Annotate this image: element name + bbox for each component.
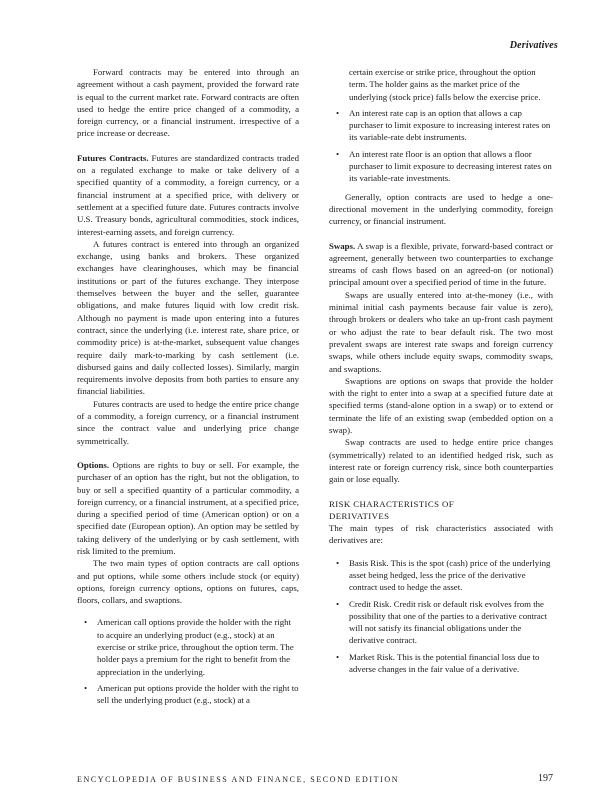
- paragraph-swap-hedge: Swap contracts are used to hedge entire price changes (symmetrically) related to an identified hedged risk, such as interest rate or foreign currency risk, since both counterparties gain or lose equally.: [329, 437, 553, 485]
- list-item-interest-rate-floor: • An interest rate floor is an option that allows a floor purchaser to limit exposure to decreasing interest rates on its variable-rate investments.: [329, 148, 553, 185]
- page-footer: [77, 775, 553, 784]
- list-item-call-options: • American call options provide the holder with the right to acquire an underlying product (e.g., stock) at an exercise or strike price, throughout the option term. The holder pays a premium for the right to benefit from the appreciation in the underlying.: [77, 616, 299, 677]
- paragraph-option-hedge: Generally, option contracts are used to hedge a one-directional movement in the underlying commodity, foreign currency, or financial instrument.: [329, 191, 553, 227]
- paragraph-swaps-at-the-money: Swaps are usually entered into at-the-money (i.e., with minimal initial cash payments because fair value is zero), through brokers or dealers who take an up-front cash payment or who adjust the rate to bear default risk. The two most prevalent swaps are interest rate swaps and foreign currency swaps, while others include equity swaps, commodity swaps, and swaptions.: [329, 289, 553, 374]
- term-futures-contracts: Futures Contracts.: [77, 152, 149, 163]
- list-item-credit-risk: • Credit Risk. Credit risk or default risk evolves from the possibility that one of the parties to a derivative contract will not satisfy its financial obligations under the derivative contract.: [329, 598, 553, 647]
- list-item-put-options: • American put options provide the holder with the right to sell the underlying product (e.g., stock) at a: [77, 682, 299, 707]
- swaps-definition: A swap is a flexible, private, forward-based contract or agreement, generally between two counterparties to exchange streams of cash flows based on an agreed-on (or notional) principal amount over a specified period of time in the future.: [329, 240, 553, 288]
- paragraph-option-types: The two main types of option contracts are call options and put options, while some others include stock (or equity) options, foreign currency options, options on futures, caps, floors, collars, and swaptions.: [77, 558, 299, 606]
- paragraph-forward-contracts: Forward contracts may be entered into through an agreement without a cash payment, provided the forward rate is equal to the current market rate. Forward contracts are often used to hedge the entire price changed of a commodity, a foreign currency, or a financial instrument. irrespective of a price increase or decrease.: [77, 67, 299, 139]
- list-item-market-risk: • Market Risk. This is the potential financial loss due to adverse changes in the fair value of a derivative.: [329, 651, 553, 676]
- paragraph-options: [77, 459, 299, 557]
- risk-list: [329, 557, 553, 676]
- continued-list: [329, 66, 553, 185]
- list-item-basis-risk: • Basis Risk. This is the spot (cash) price of the underlying asset being hedged, less the price of the derivative contract used to hedge the asset.: [329, 557, 553, 594]
- paragraph-swaps: [329, 240, 553, 289]
- paragraph-futures-exchange: A futures contract is entered into through an organized exchange, using banks and brokers. These organized exchanges have clearinghouses, which may be financial institutions or part of the futures exchange. They interpose themselves between the buyer and the seller, guarantee obligations, and make futures liquid with low credit risk. Although no payment is made upon entering into a futures contract, since the underlying (i.e. interest rate, share price, or commodity price) is at-the-market, subsequent value changes require daily mark-to-marking by cash settlement (i.e. disbursed gains and daily collected losses). Similarly, margin requirements involve deposits from both parties to ensure any financial liabilities.: [77, 238, 299, 397]
- paragraph-futures: [77, 152, 299, 238]
- section-heading-risk: RISK CHARACTERISTICS OF DERIVATIVES: [329, 498, 455, 521]
- right-column: [329, 66, 553, 675]
- futures-definition: Futures are standardized contracts traded on a regulated exchange to make or take delivery of a specified quantity of a commodity, a foreign currency, or a financial instrument at a specified price, with delivery or settlement at a specified future date. Futures contracts involve U.S. Treasury bonds, agricultural commodities, stock indices, interest-earning assets, and foreign currency.: [77, 152, 299, 237]
- page-number: 197: [538, 773, 553, 784]
- term-options: Options.: [77, 459, 110, 470]
- paragraph-futures-hedge: Futures contracts are used to hedge the entire price change of a commodity, a foreign currency, or a financial instrument since the contract value and underlying price change symmetrically.: [77, 398, 299, 446]
- options-definition: Options are rights to buy or sell. For example, the purchaser of an option has the right, but not the obligation, to buy or sell a specified quantity of a particular commodity, a foreign currency, or a financial instrument, at a specified price, during a specified period of time (American option) or on a specified date (European option). An option may be settled by taking delivery of the underlying or by cash settlement, with risk limited to the premium.: [77, 459, 299, 556]
- option-types-list: [77, 616, 299, 706]
- running-header: Derivatives: [509, 40, 558, 51]
- left-column: [77, 66, 299, 707]
- list-item-put-continuation: certain exercise or strike price, throughout the option term. The holder gains as the market price of the underlying (stock price) falls below the exercise price.: [349, 67, 541, 102]
- paragraph-risk-intro: The main types of risk characteristics associated with derivatives are:: [329, 523, 553, 546]
- list-item-interest-rate-cap: • An interest rate cap is an option that allows a cap purchaser to limit exposure to increasing interest rates on its variable-rate debt instruments.: [329, 107, 553, 144]
- term-swaps: Swaps.: [329, 240, 356, 251]
- footer-book-title: ENCYCLOPEDIA OF BUSINESS AND FINANCE, SECOND EDITION: [77, 775, 400, 784]
- paragraph-swaptions: Swaptions are options on swaps that provide the holder with the right to enter into a swap at a specified future date at specified terms (stand-alone option in a swap) or to extend or terminate the life of an existing swap (embedded option on a swap).: [329, 375, 553, 436]
